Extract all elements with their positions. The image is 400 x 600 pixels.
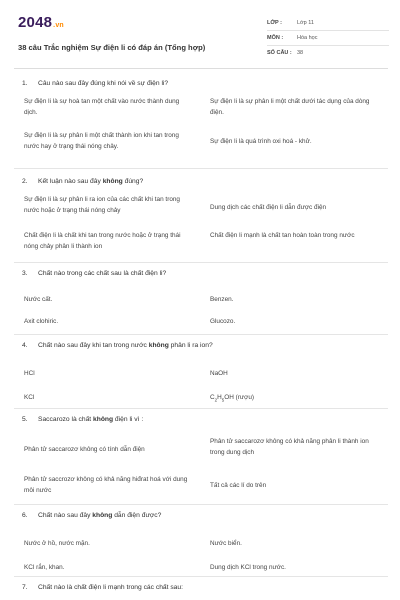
meta-label: MÔN : — [267, 35, 284, 41]
question-text-part: Chất nào sau đây khi tan trong nước — [38, 342, 149, 349]
meta-row-count — [267, 46, 389, 60]
logo-sub: .vn — [53, 22, 64, 29]
meta-table — [267, 16, 389, 60]
question-1 — [14, 80, 388, 150]
option-c[interactable]: KCl rắn, khan. — [24, 564, 65, 571]
divider — [14, 334, 388, 335]
option-d[interactable]: Dung dịch KCl trong nước. — [210, 564, 286, 571]
meta-label: SỐ CÂU : — [267, 50, 292, 56]
option-b[interactable]: Nước biển. — [210, 540, 242, 547]
question-7 — [14, 584, 388, 591]
option-a[interactable]: Sự điện li là sự phân li ra ion của các chất khi tan trong nước hoặc ở trạng thái nóng chảy — [24, 196, 180, 214]
question-text — [38, 270, 166, 277]
option-c[interactable]: Chất điện li là chất khi tan trong nước hoặc ở trạng thái nóng chảy phân li thành ion — [24, 232, 181, 250]
meta-value: Hóa học — [297, 35, 318, 41]
question-3 — [14, 270, 388, 325]
option-c[interactable]: Sự điện li là sự phân li một chất thành ion khi tan trong nước hay ở trạng thái nóng chảy. — [24, 132, 179, 150]
question-text-part: Chất nào là chất điện li mạnh trong các chất sau: — [38, 584, 183, 591]
logo-main: 2048 — [18, 14, 53, 31]
question-text — [38, 416, 143, 423]
option-d[interactable]: Sự điện li là quá trình oxi hoá - khử. — [210, 138, 312, 145]
option-d[interactable]: Glucozo. — [210, 318, 236, 325]
divider — [14, 408, 388, 409]
question-number: 4. — [22, 342, 28, 349]
option-b[interactable]: Phân tử saccarozơ không có khả năng phân li thành ion trong dung dịch — [210, 438, 369, 456]
question-text — [38, 178, 143, 185]
option-a[interactable]: HCl — [24, 370, 35, 377]
question-text-part: phân li ra ion? — [168, 342, 213, 349]
question-text-bold: không — [92, 512, 113, 519]
question-text-bold: không — [148, 342, 169, 349]
question-number: 7. — [22, 584, 28, 591]
question-text-part: Chất nào trong các chất sau là chất điện li? — [38, 270, 167, 277]
option-a[interactable]: Nước cất. — [24, 296, 53, 303]
question-number: 2. — [22, 178, 28, 185]
question-text — [38, 80, 168, 87]
option-b[interactable]: Sự điện li là sự phân li một chất dưới tác dụng của dòng điện. — [210, 98, 370, 116]
option-c[interactable]: KCl — [24, 394, 35, 401]
site-logo[interactable] — [18, 14, 64, 31]
meta-row-class — [267, 16, 389, 31]
question-2 — [14, 178, 388, 250]
question-6 — [14, 512, 388, 571]
meta-row-subject — [267, 31, 389, 46]
meta-value: Lớp 11 — [297, 20, 314, 26]
divider — [14, 576, 388, 577]
option-d[interactable]: Tất cả các lí do trên — [210, 482, 267, 489]
question-4 — [14, 342, 388, 403]
option-b[interactable]: Benzen. — [210, 296, 234, 303]
question-header — [14, 512, 388, 519]
question-header — [14, 416, 388, 423]
option-b[interactable]: Dung dịch các chất điện li dẫn được điện — [210, 204, 327, 211]
question-text-bold: không — [102, 178, 123, 185]
question-text-bold: không — [93, 416, 114, 423]
divider — [14, 168, 388, 169]
option-c[interactable]: Axit clohiric. — [24, 318, 59, 325]
question-5 — [14, 416, 388, 494]
option-a[interactable]: Phân tử saccarozơ không có tính dẫn điện — [24, 446, 145, 453]
page-title: 38 câu Trắc nghiệm Sự điện li có đáp án (Tổng hợp) — [18, 43, 206, 52]
question-text — [38, 584, 183, 591]
question-text-part: Kết luận nào sau đây — [38, 178, 103, 185]
question-text-part: Saccarozo là chất — [38, 416, 94, 423]
divider — [14, 504, 388, 505]
option-a[interactable]: Nước ở hồ, nước mặn. — [24, 540, 90, 547]
question-text-part: điện li vì : — [113, 416, 144, 423]
question-text — [38, 342, 213, 349]
meta-label: LỚP : — [267, 20, 282, 26]
question-text — [38, 512, 161, 519]
option-b[interactable]: NaOH — [210, 370, 228, 377]
question-number: 1. — [22, 80, 28, 87]
question-header — [14, 342, 388, 349]
document-header — [14, 10, 388, 69]
question-text-part: đúng? — [122, 178, 144, 185]
question-text-part: Chất nào sau đây — [38, 512, 93, 519]
divider — [14, 262, 388, 263]
meta-value: 38 — [297, 50, 304, 56]
question-number: 6. — [22, 512, 28, 519]
question-header — [14, 178, 388, 185]
question-header — [14, 80, 388, 87]
question-number: 5. — [22, 416, 28, 423]
option-d[interactable]: $C_2H_5OH$ (rượu) — [210, 394, 255, 403]
question-header — [14, 270, 388, 277]
question-text-part: Câu nào sau đây đúng khi nói về sự điện li? — [38, 80, 169, 87]
option-a[interactable]: Sự điện li là sự hoà tan một chất vào nước thành dung dịch. — [24, 98, 180, 116]
question-text-part: dẫn điện được? — [112, 512, 162, 519]
question-number: 3. — [22, 270, 28, 277]
option-d[interactable]: Chất điện li mạnh là chất tan hoàn toàn trong nước — [210, 232, 355, 239]
question-header — [14, 584, 388, 591]
option-c[interactable]: Phân tử saccrozơ không có khả năng hiđrat hoá với dung môi nước — [24, 476, 188, 494]
